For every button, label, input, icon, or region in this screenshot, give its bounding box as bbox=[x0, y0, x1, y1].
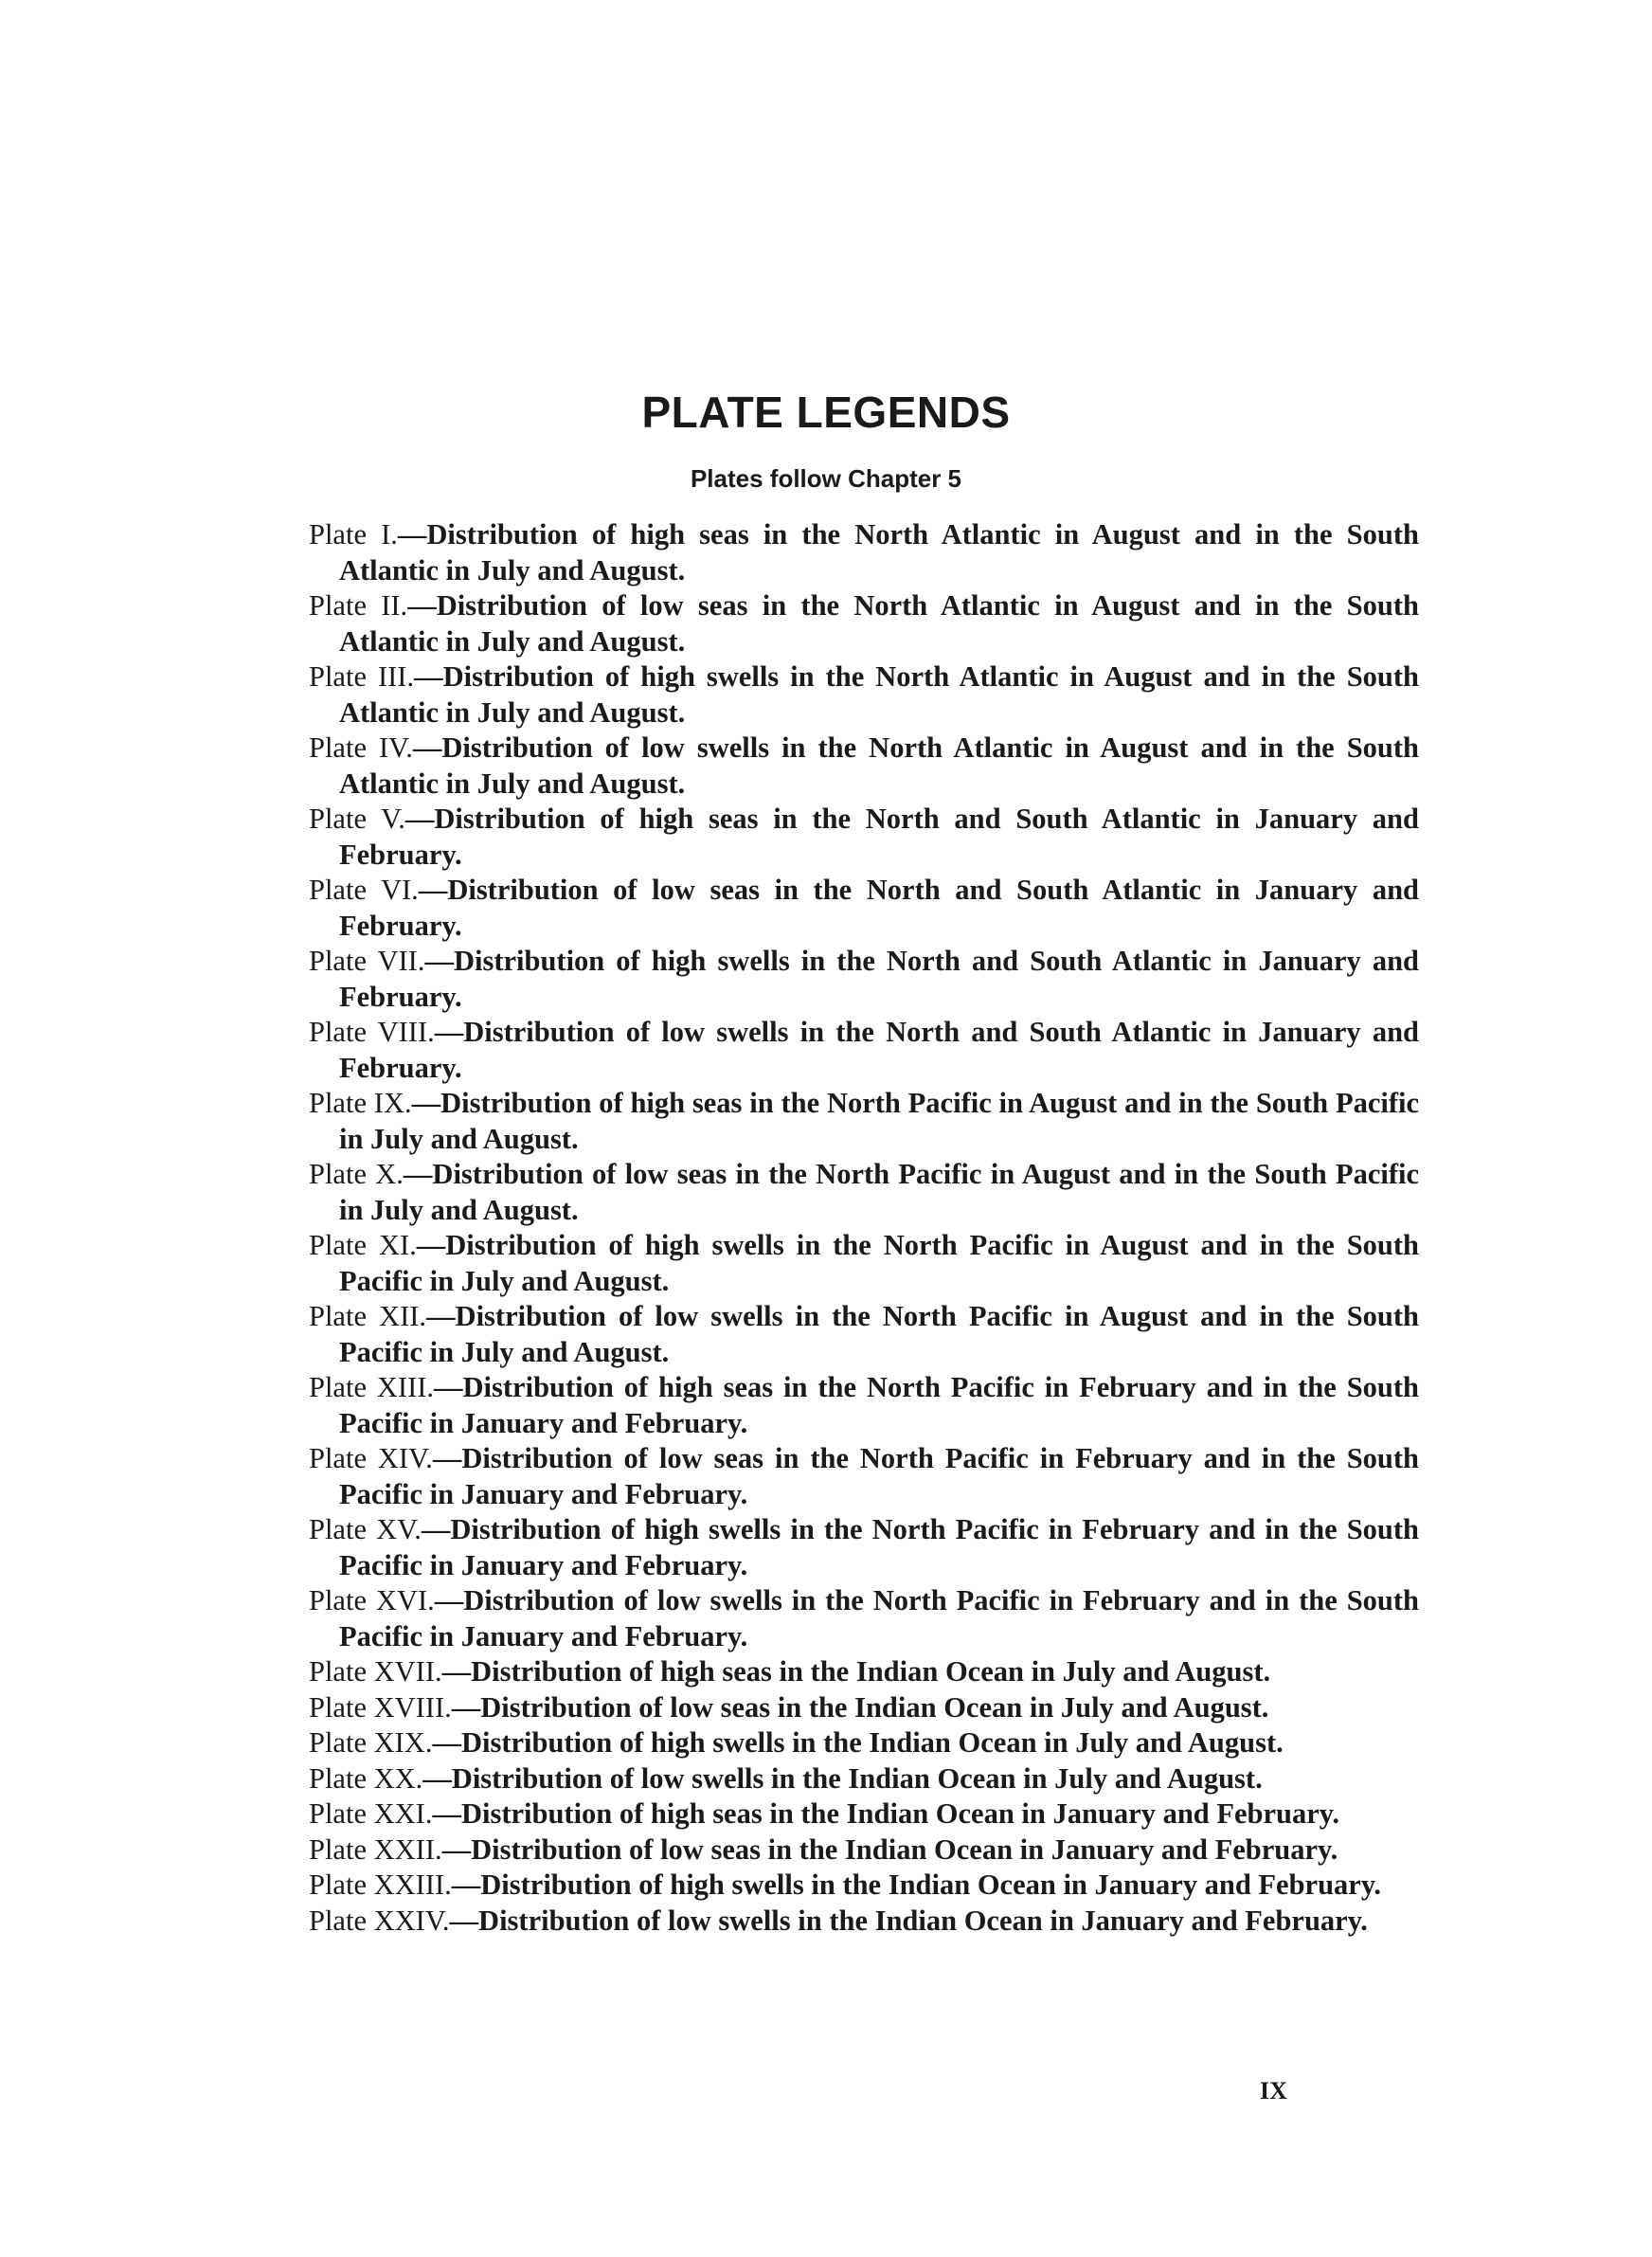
plate-description: —Distribution of high seas in the North Pacific in February and in the South Pacific in January and February. bbox=[339, 1371, 1419, 1439]
plate-legend-entry bbox=[309, 1725, 1419, 1761]
plate-legend-entry bbox=[309, 588, 1419, 659]
plate-legend-entry bbox=[309, 1797, 1419, 1833]
plate-legend-entry bbox=[309, 1299, 1419, 1370]
plate-label: Plate I. bbox=[309, 518, 398, 551]
plate-label: Plate III. bbox=[309, 660, 415, 693]
plate-description: —Distribution of low swells in the North Pacific in August and in the South Pacific in July and August. bbox=[339, 1300, 1420, 1368]
plate-label: Plate XXIV. bbox=[309, 1904, 450, 1937]
plate-label: Plate XIV. bbox=[309, 1442, 433, 1474]
plate-description: —Distribution of high swells in the Indian Ocean in July and August. bbox=[432, 1726, 1284, 1759]
plate-description: —Distribution of high seas in the North Pacific in August and in the South Pacific in July and August. bbox=[339, 1087, 1420, 1155]
plate-description: —Distribution of high seas in the North and South Atlantic in January and February. bbox=[339, 803, 1419, 871]
plate-description: —Distribution of high seas in the Indian Ocean in January and February. bbox=[432, 1797, 1339, 1830]
plate-label: Plate XXIII. bbox=[309, 1869, 452, 1901]
plate-legend-entry bbox=[309, 517, 1419, 588]
plate-description: —Distribution of low swells in the Indian Ocean in January and February. bbox=[449, 1904, 1368, 1937]
plate-description: —Distribution of high swells in the North and South Atlantic in January and February. bbox=[339, 945, 1419, 1013]
plate-description: —Distribution of high seas in the Indian Ocean in July and August. bbox=[441, 1655, 1271, 1688]
plate-label: Plate XI. bbox=[309, 1229, 417, 1261]
plate-label: Plate VII. bbox=[309, 945, 425, 977]
plate-label: Plate V. bbox=[309, 803, 405, 835]
plate-description: —Distribution of high swells in the North Pacific in February and in the South Pacific in January and February. bbox=[339, 1513, 1420, 1581]
plate-legend-entry bbox=[309, 1833, 1419, 1869]
plate-legend-entry bbox=[309, 1654, 1419, 1690]
plate-label: Plate XII. bbox=[309, 1300, 427, 1332]
plate-legend-entry bbox=[309, 1904, 1419, 1940]
plate-legend-entry bbox=[309, 731, 1419, 802]
plate-legend-entry bbox=[309, 802, 1419, 873]
plate-legend-entry bbox=[309, 1583, 1419, 1654]
plate-legend-entry bbox=[309, 944, 1419, 1015]
plate-description: —Distribution of high swells in the North Pacific in August and in the South Pacific in July and August. bbox=[339, 1229, 1419, 1297]
plate-description: —Distribution of low swells in the North Pacific in February and in the South Pacific in January and February. bbox=[339, 1584, 1419, 1652]
plate-legend-entry bbox=[309, 1690, 1419, 1726]
plate-description: —Distribution of high swells in the Indian Ocean in January and February. bbox=[451, 1869, 1382, 1901]
plate-description: —Distribution of low seas in the North Atlantic in August and in the South Atlantic in July and August. bbox=[339, 589, 1419, 658]
plate-label: Plate VI. bbox=[309, 874, 419, 906]
plate-description: —Distribution of high seas in the North Atlantic in August and in the South Atlantic in July and August. bbox=[339, 518, 1419, 587]
plate-description: —Distribution of low seas in the North Pacific in February and in the South Pacific in January and February. bbox=[339, 1442, 1419, 1510]
plate-label: Plate XIII. bbox=[309, 1371, 435, 1403]
plate-legend-list bbox=[309, 517, 1419, 1939]
page-subtitle: Plates follow Chapter 5 bbox=[690, 464, 962, 493]
plate-legend-entry bbox=[309, 1441, 1419, 1512]
plate-label: Plate XX. bbox=[309, 1761, 423, 1795]
plate-description: —Distribution of low seas in the Indian Ocean in January and February. bbox=[441, 1833, 1338, 1866]
plate-description: —Distribution of low seas in the Indian Ocean in July and August. bbox=[451, 1690, 1269, 1724]
plate-legend-entry bbox=[309, 873, 1419, 944]
plate-label: Plate II. bbox=[309, 589, 408, 622]
plate-legend-entry bbox=[309, 659, 1419, 731]
page-title: PLATE LEGENDS bbox=[641, 388, 1011, 437]
page-number: IX bbox=[1260, 2077, 1287, 2104]
plate-legend-entry bbox=[309, 1015, 1419, 1086]
plate-legend-entry bbox=[309, 1370, 1419, 1441]
plate-description: —Distribution of high swells in the North Atlantic in August and in the South Atlantic in July and August. bbox=[339, 660, 1419, 729]
plate-label: Plate XXI. bbox=[309, 1797, 433, 1830]
plate-legend-entry bbox=[309, 1228, 1419, 1299]
plate-legend-entry bbox=[309, 1868, 1419, 1904]
plate-label: Plate XVII. bbox=[309, 1655, 442, 1688]
plate-description: —Distribution of low seas in the North Pacific in August and in the South Pacific in July and August. bbox=[339, 1158, 1419, 1226]
plate-label: Plate XIX. bbox=[309, 1726, 433, 1759]
plate-legend-entry bbox=[309, 1086, 1419, 1157]
plate-label: Plate IX. bbox=[309, 1087, 412, 1119]
plate-legend-entry bbox=[309, 1512, 1419, 1583]
plate-label: Plate XVI. bbox=[309, 1584, 435, 1616]
plate-description: —Distribution of low swells in the Indian Ocean in July and August. bbox=[422, 1761, 1263, 1795]
plate-description: —Distribution of low seas in the North and South Atlantic in January and February. bbox=[339, 874, 1419, 942]
plate-label: Plate VIII. bbox=[309, 1016, 435, 1048]
plate-legend-entry bbox=[309, 1157, 1419, 1228]
plate-description: —Distribution of low swells in the North Atlantic in August and in the South Atlantic in July and August. bbox=[339, 731, 1419, 800]
plate-description: —Distribution of low swells in the North and South Atlantic in January and February. bbox=[339, 1016, 1419, 1084]
plate-legend-entry bbox=[309, 1761, 1419, 1797]
plate-label: Plate XV. bbox=[309, 1513, 422, 1545]
plate-label: Plate X. bbox=[309, 1158, 404, 1190]
plate-label: Plate XVIII. bbox=[309, 1690, 452, 1724]
plate-label: Plate XXII. bbox=[309, 1833, 442, 1866]
plate-label: Plate IV. bbox=[309, 731, 413, 764]
